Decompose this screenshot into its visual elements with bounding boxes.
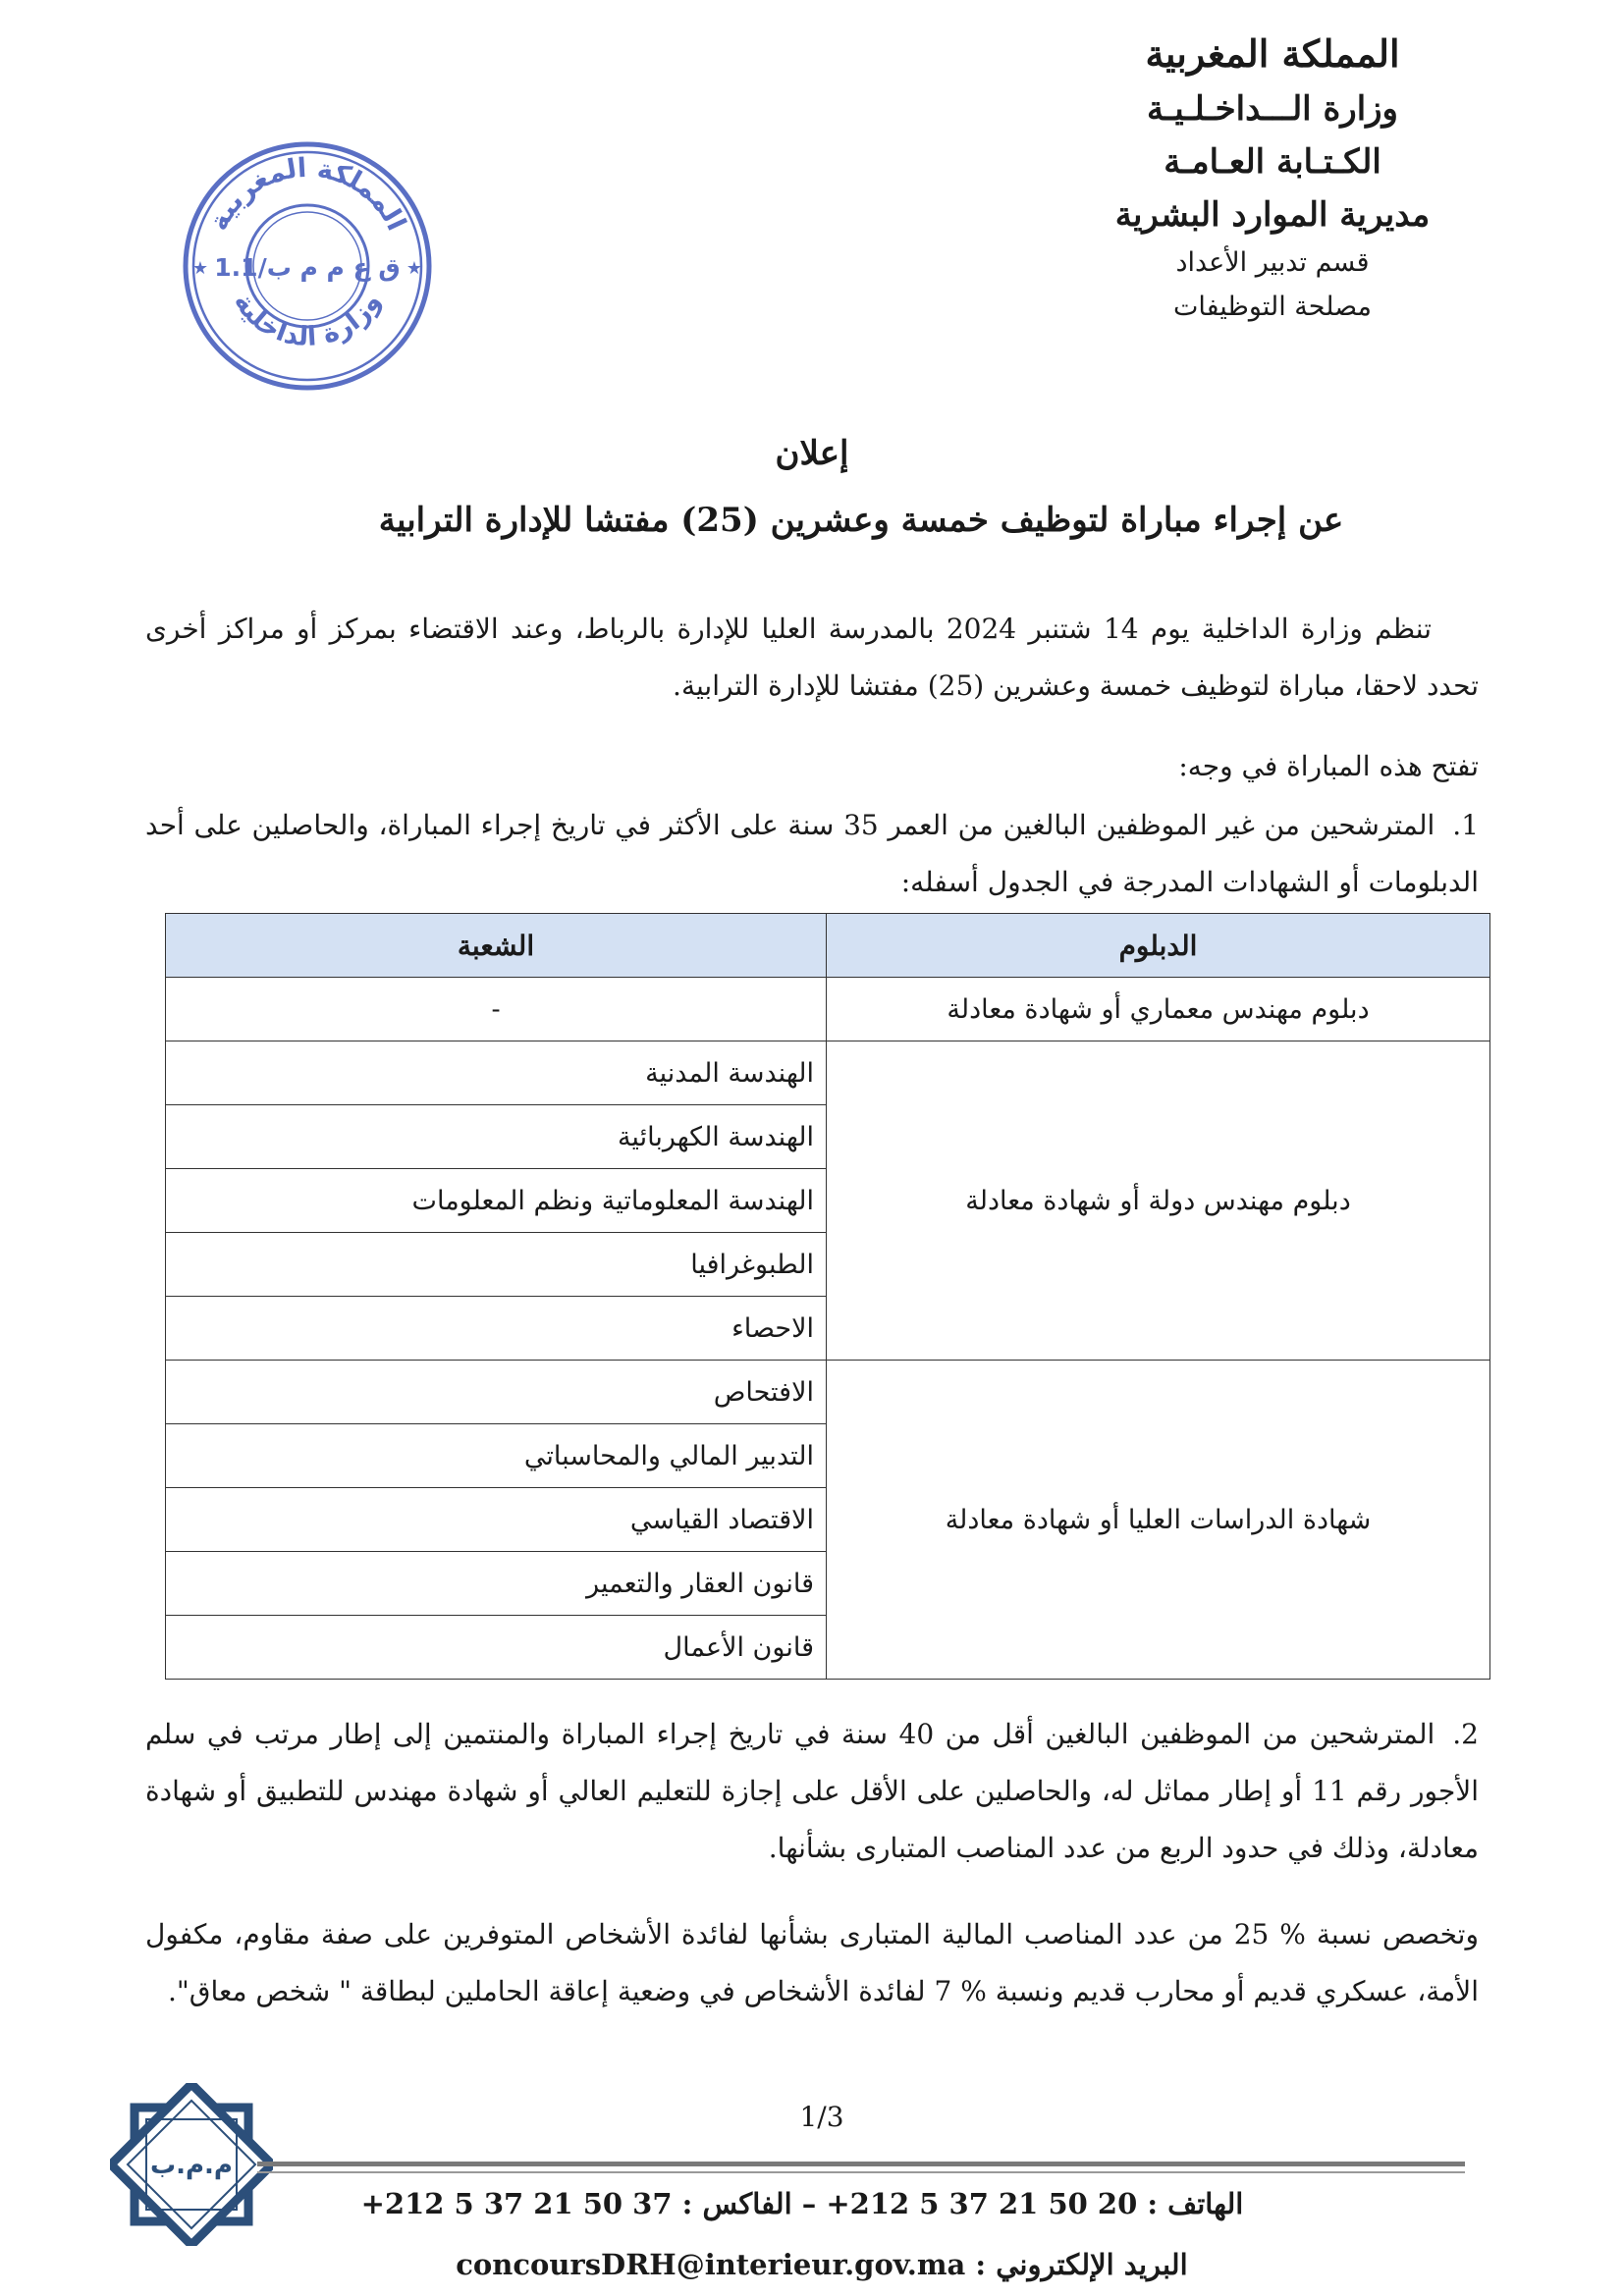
branch-cell: قانون الأعمال [166,1616,827,1680]
branch-cell: الاحصاء [166,1297,827,1361]
footer-divider-thin [257,2171,1465,2173]
table-row [166,1361,1490,1424]
ministry-logo-icon [110,2083,273,2246]
ministry-stamp [179,137,436,395]
branch-cell: الاقتصاد القياسي [166,1488,827,1552]
fax-number: +212 5 37 21 50 37 [360,2187,673,2220]
open-to-line: تفتح هذه المباراة في وجه: [1178,750,1479,782]
svg-text:ق ع م م ب/1.1: ق ع م م ب/1.1 [214,253,401,282]
eligibility-item-1 [145,797,1479,911]
phone-number: +212 5 37 21 50 20 [826,2187,1138,2220]
section-name: قسم تدبير الأعداد [1175,247,1370,278]
ministry-name: وزارة الـــداخـلـيـة [1147,89,1398,129]
svg-text:المملكة المغربية: المملكة المغربية [203,152,412,236]
contact-phone-line [0,2187,1624,2220]
intro-paragraph [145,601,1479,715]
page-number: 1/3 [799,2101,844,2133]
secretariat-name: الكـتـابة العـامـة [1164,142,1381,182]
item-text: المترشحين من الموظفين البالغين أقل من 40 سنة في تاريخ إجراء المباراة والمنتمين إلى إطار مرتب في سلم الأجور رقم 11 أو إطار مماثل له، والحاصلين على الأقل على إجازة للتعليم العالي أو شهادة مهندس للتطبيق أو شهادة معادلة، وذلك في حدود الربع من عدد المناصب المتبارى بشأنها. [145,1718,1480,1864]
svg-text:★: ★ [191,258,209,279]
announcement-subject: عن إجراء مباراة لتوظيف خمسة وعشرين (25) مفتشا للإدارة الترابية [378,501,1344,540]
branch-cell: الافتحاص [166,1361,827,1424]
kingdom-name: المملكة المغربية [1145,31,1400,76]
announcement-heading: إعلان [775,434,849,473]
column-header-degree: الدبلوم [827,914,1490,978]
branch-cell: التدبير المالي والمحاسباتي [166,1424,827,1488]
branch-cell: - [166,978,827,1041]
email-label: البريد الإلكتروني : [975,2248,1188,2281]
degree-cell: شهادة الدراسات العليا أو شهادة معادلة [827,1361,1490,1680]
phone-label: الهاتف : [1147,2187,1244,2220]
item-number: 2. [1452,1718,1479,1750]
branch-cell: الهندسة الكهربائية [166,1105,827,1169]
item-text: المترشحين من غير الموظفين البالغين من العمر 35 سنة على الأكثر في تاريخ إجراء المباراة، والحاصلين على أحد الدبلومات أو الشهادات المدرجة في الجدول أسفله: [145,809,1479,898]
column-header-branch: الشعبة [166,914,827,978]
email-address: concoursDRH@interieur.gov.ma [456,2248,966,2281]
letterhead [1066,31,1479,338]
item-number: 1. [1452,809,1480,841]
degree-cell: دبلوم مهندس دولة أو شهادة معادلة [827,1041,1490,1361]
svg-text:م.م.ب: م.م.ب [150,2151,233,2180]
table-header-row [166,914,1490,978]
svg-text:وزارة الداخلية: وزارة الداخلية [227,288,388,352]
branch-cell: قانون العقار والتعمير [166,1552,827,1616]
service-name: مصلحة التوظيفات [1172,292,1373,322]
fax-label: – الفاكس : [681,2187,817,2220]
quota-text: وتخصص نسبة % 25 من عدد المناصب المالية المتبارى بشأنها لفائدة الأشخاص المتوفرين على صفة مقاوم، مكفول الأمة، عسكري قديم أو محارب قديم ونسبة % 7 لفائدة الأشخاص في وضعية إعاقة الحاملين لبطاقة " شخص معاق". [145,1918,1479,2007]
table-row [166,978,1490,1041]
diplomas-table [165,913,1490,1680]
contact-email-line [0,2248,1624,2281]
footer-divider [257,2162,1465,2166]
directorate-name: مديرية الموارد البشرية [1114,195,1431,235]
table-row [166,1041,1490,1105]
branch-cell: الطبوغرافيا [166,1233,827,1297]
svg-text:★: ★ [406,258,423,279]
eligibility-item-2 [145,1706,1479,1877]
intro-text: تنظم وزارة الداخلية يوم 14 شتنبر 2024 بالمدرسة العليا للإدارة بالرباط، وعند الاقتضاء بمركز أو مراكز أخرى تحدد لاحقا، مباراة لتوظيف خمسة وعشرين (25) مفتشا للإدارة الترابية. [145,613,1479,702]
branch-cell: الهندسة المدنية [166,1041,827,1105]
degree-cell: دبلوم مهندس معماري أو شهادة معادلة [827,978,1490,1041]
branch-cell: الهندسة المعلوماتية ونظم المعلومات [166,1169,827,1233]
quota-paragraph [145,1906,1479,2020]
